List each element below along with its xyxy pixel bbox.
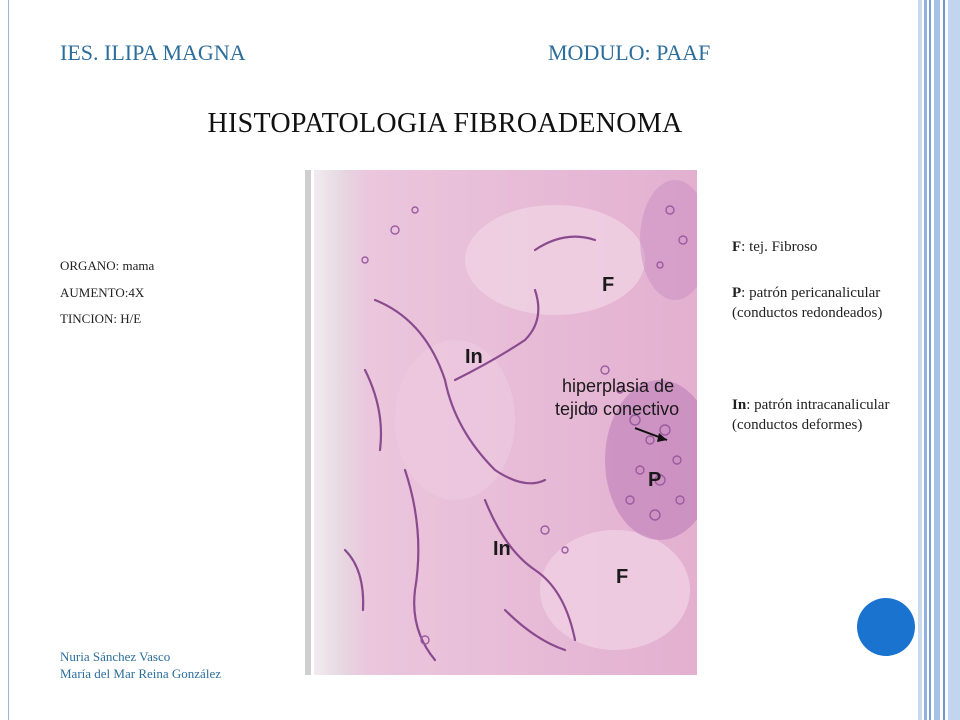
right-decor-bar	[924, 0, 927, 720]
author-1: Nuria Sánchez Vasco	[60, 649, 171, 664]
legend-f	[732, 237, 892, 257]
legend-f-text: : tej. Fibroso	[741, 239, 818, 255]
right-decor-bar	[929, 0, 931, 720]
right-decor-bar	[934, 0, 940, 720]
label-p: P	[648, 469, 662, 491]
magnification-info: AUMENTO:4X	[60, 285, 145, 300]
authors	[60, 648, 221, 682]
stain-info: TINCION: H/E	[60, 311, 142, 326]
legend-p-key: P	[732, 285, 742, 301]
module-name: MODULO: PAAF	[548, 40, 711, 65]
legend-f-key: F	[732, 239, 742, 255]
right-decor-bar	[943, 0, 945, 720]
author-2: María del Mar Reina González	[60, 666, 221, 681]
label-f-bottom: F	[616, 566, 629, 588]
label-in-bottom: In	[493, 538, 511, 560]
micrograph-image	[305, 170, 697, 675]
slide-title: HISTOPATOLOGIA FIBROADENOMA	[207, 108, 683, 139]
right-decor-bar	[918, 0, 922, 720]
legend-p-text: : patrón pericanalicular (conductos redondeados)	[732, 285, 883, 321]
school-name: IES. ILIPA MAGNA	[60, 40, 246, 65]
legend-p	[732, 283, 892, 323]
organ-info: ORGANO: mama	[60, 258, 155, 273]
legend-in-text: : patrón intracanalicular (conductos deformes)	[732, 397, 890, 433]
legend-in	[732, 395, 892, 435]
label-in-top: In	[465, 346, 483, 368]
label-hiperplasia-line2: tejido conectivo	[555, 399, 680, 419]
navigation-dot[interactable]	[857, 598, 915, 656]
label-f-top: F	[602, 274, 615, 296]
legend-in-key: In	[732, 397, 747, 413]
micrograph-tissue-drawing	[305, 170, 697, 675]
label-hiperplasia-line1: hiperplasia de	[562, 376, 675, 396]
right-decor-bar	[948, 0, 960, 720]
